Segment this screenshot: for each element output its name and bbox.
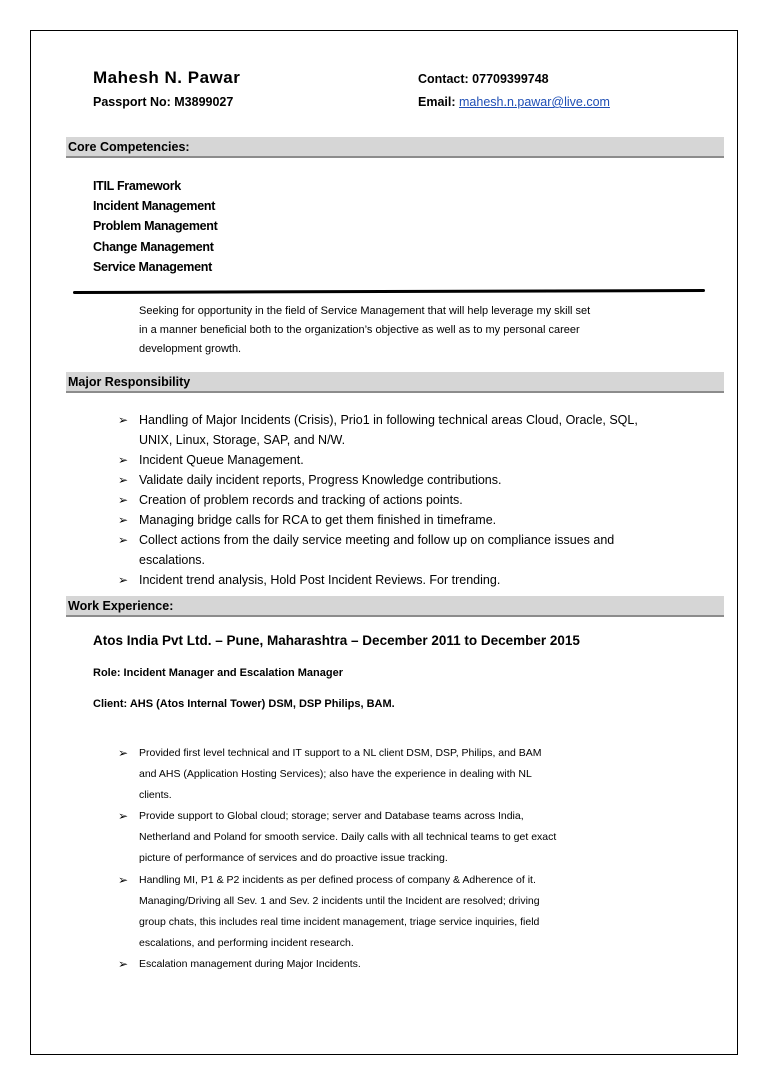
bullet-text-line: picture of performance of services and do proactive issue tracking. (139, 852, 448, 865)
bullet-text-line: Validate daily incident reports, Progress Knowledge contributions. (139, 473, 502, 487)
arrow-bullet-icon: ➢ (118, 533, 129, 547)
email-line (418, 95, 610, 109)
responsibility-item (118, 490, 638, 510)
arrow-bullet-icon: ➢ (118, 872, 129, 887)
section-major-responsibility (66, 372, 724, 393)
bullet-text-line: Provide support to Global cloud; storage; server and Database teams across India, (139, 810, 524, 823)
arrow-bullet-icon: ➢ (118, 493, 129, 507)
arrow-bullet-icon: ➢ (118, 573, 129, 587)
bullet-text-line: Incident Queue Management. (139, 453, 304, 467)
objective-statement (139, 302, 679, 359)
bullet-text-line: Collect actions from the daily service meeting and follow up on compliance issues and (139, 533, 615, 547)
section-title: Major Responsibility (68, 375, 191, 389)
responsibility-item (118, 470, 638, 490)
competency-item: Problem Management (93, 219, 218, 234)
email-link[interactable]: mahesh.n.pawar@live.com (459, 95, 610, 109)
arrow-bullet-icon: ➢ (118, 956, 129, 971)
bullet-text-line: Netherland and Poland for smooth service. Daily calls with all technical teams to get exact (139, 831, 557, 844)
bullet-text-line: UNIX, Linux, Storage, SAP, and N/W. (139, 433, 346, 447)
contact-number: Contact: 07709399748 (418, 72, 549, 86)
objective-line: development growth. (139, 343, 242, 355)
section-core-competencies (66, 137, 724, 158)
bullet-text-line: Creation of problem records and tracking of actions points. (139, 493, 463, 507)
arrow-bullet-icon: ➢ (118, 473, 129, 487)
bullet-text-line: and AHS (Application Hosting Services); also have the experience in dealing with NL (139, 768, 532, 781)
bullet-text-line: Handling MI, P1 & P2 incidents as per defined process of company & Adherence of it. (139, 873, 536, 886)
responsibility-item (118, 570, 638, 590)
work-duty-item (118, 806, 678, 869)
responsibility-list (118, 410, 638, 590)
bullet-text-line: group chats, this includes real time incident management, triage service inquiries, field (139, 915, 540, 928)
work-duties-list (118, 743, 678, 975)
section-title: Core Competencies: (68, 140, 190, 154)
job-title: Atos India Pvt Ltd. – Pune, Maharashtra – December 2011 to December 2015 (93, 633, 580, 648)
competency-item: Change Management (93, 239, 214, 254)
competencies-list (93, 176, 218, 277)
competency-item: ITIL Framework (93, 179, 181, 193)
bullet-text-line: clients. (139, 789, 172, 802)
bullet-text-line: Incident trend analysis, Hold Post Incident Reviews. For trending. (139, 573, 501, 587)
responsibility-item (118, 450, 638, 470)
objective-line: Seeking for opportunity in the field of Service Management that will help leverage my skill set (139, 305, 591, 317)
candidate-name: Mahesh N. Pawar (93, 68, 241, 87)
work-duty-item (118, 870, 678, 954)
email-label: Email: (418, 95, 456, 109)
arrow-bullet-icon: ➢ (118, 453, 129, 467)
objective-line: in a manner beneficial both to the organization’s objective as well as to my personal career (139, 324, 580, 336)
arrow-bullet-icon: ➢ (118, 746, 129, 760)
job-role: Role: Incident Manager and Escalation Manager (93, 667, 343, 679)
responsibility-item (118, 510, 638, 530)
competency-item: Incident Management (93, 199, 216, 214)
bullet-text-line: escalations. (139, 553, 206, 567)
passport-number: Passport No: M3899027 (93, 95, 234, 109)
arrow-bullet-icon: ➢ (118, 513, 129, 527)
arrow-bullet-icon: ➢ (118, 809, 129, 824)
bullet-text-line: Managing bridge calls for RCA to get them finished in timeframe. (139, 513, 497, 527)
section-work-experience (66, 596, 724, 617)
work-duty-item (118, 954, 678, 975)
work-duty-item (118, 743, 678, 806)
bullet-text-line: Managing/Driving all Sev. 1 and Sev. 2 incidents until the Incident are resolved; driving (139, 894, 540, 907)
arrow-bullet-icon: ➢ (118, 413, 129, 427)
bullet-text-line: Handling of Major Incidents (Crisis), Prio1 in following technical areas Cloud, Oracle, SQL, (139, 413, 638, 427)
responsibility-item (118, 410, 638, 450)
competency-item: Service Management (93, 259, 212, 274)
bullet-text-line: escalations, and performing incident research. (139, 936, 354, 949)
job-client: Client: AHS (Atos Internal Tower) DSM, DSP Philips, BAM. (93, 698, 395, 710)
responsibility-item (118, 530, 638, 570)
bullet-text-line: Provided first level technical and IT support to a NL client DSM, DSP, Philips, and BAM (139, 747, 542, 759)
section-title: Work Experience: (68, 599, 174, 613)
bullet-text-line: Escalation management during Major Incidents. (139, 957, 361, 970)
